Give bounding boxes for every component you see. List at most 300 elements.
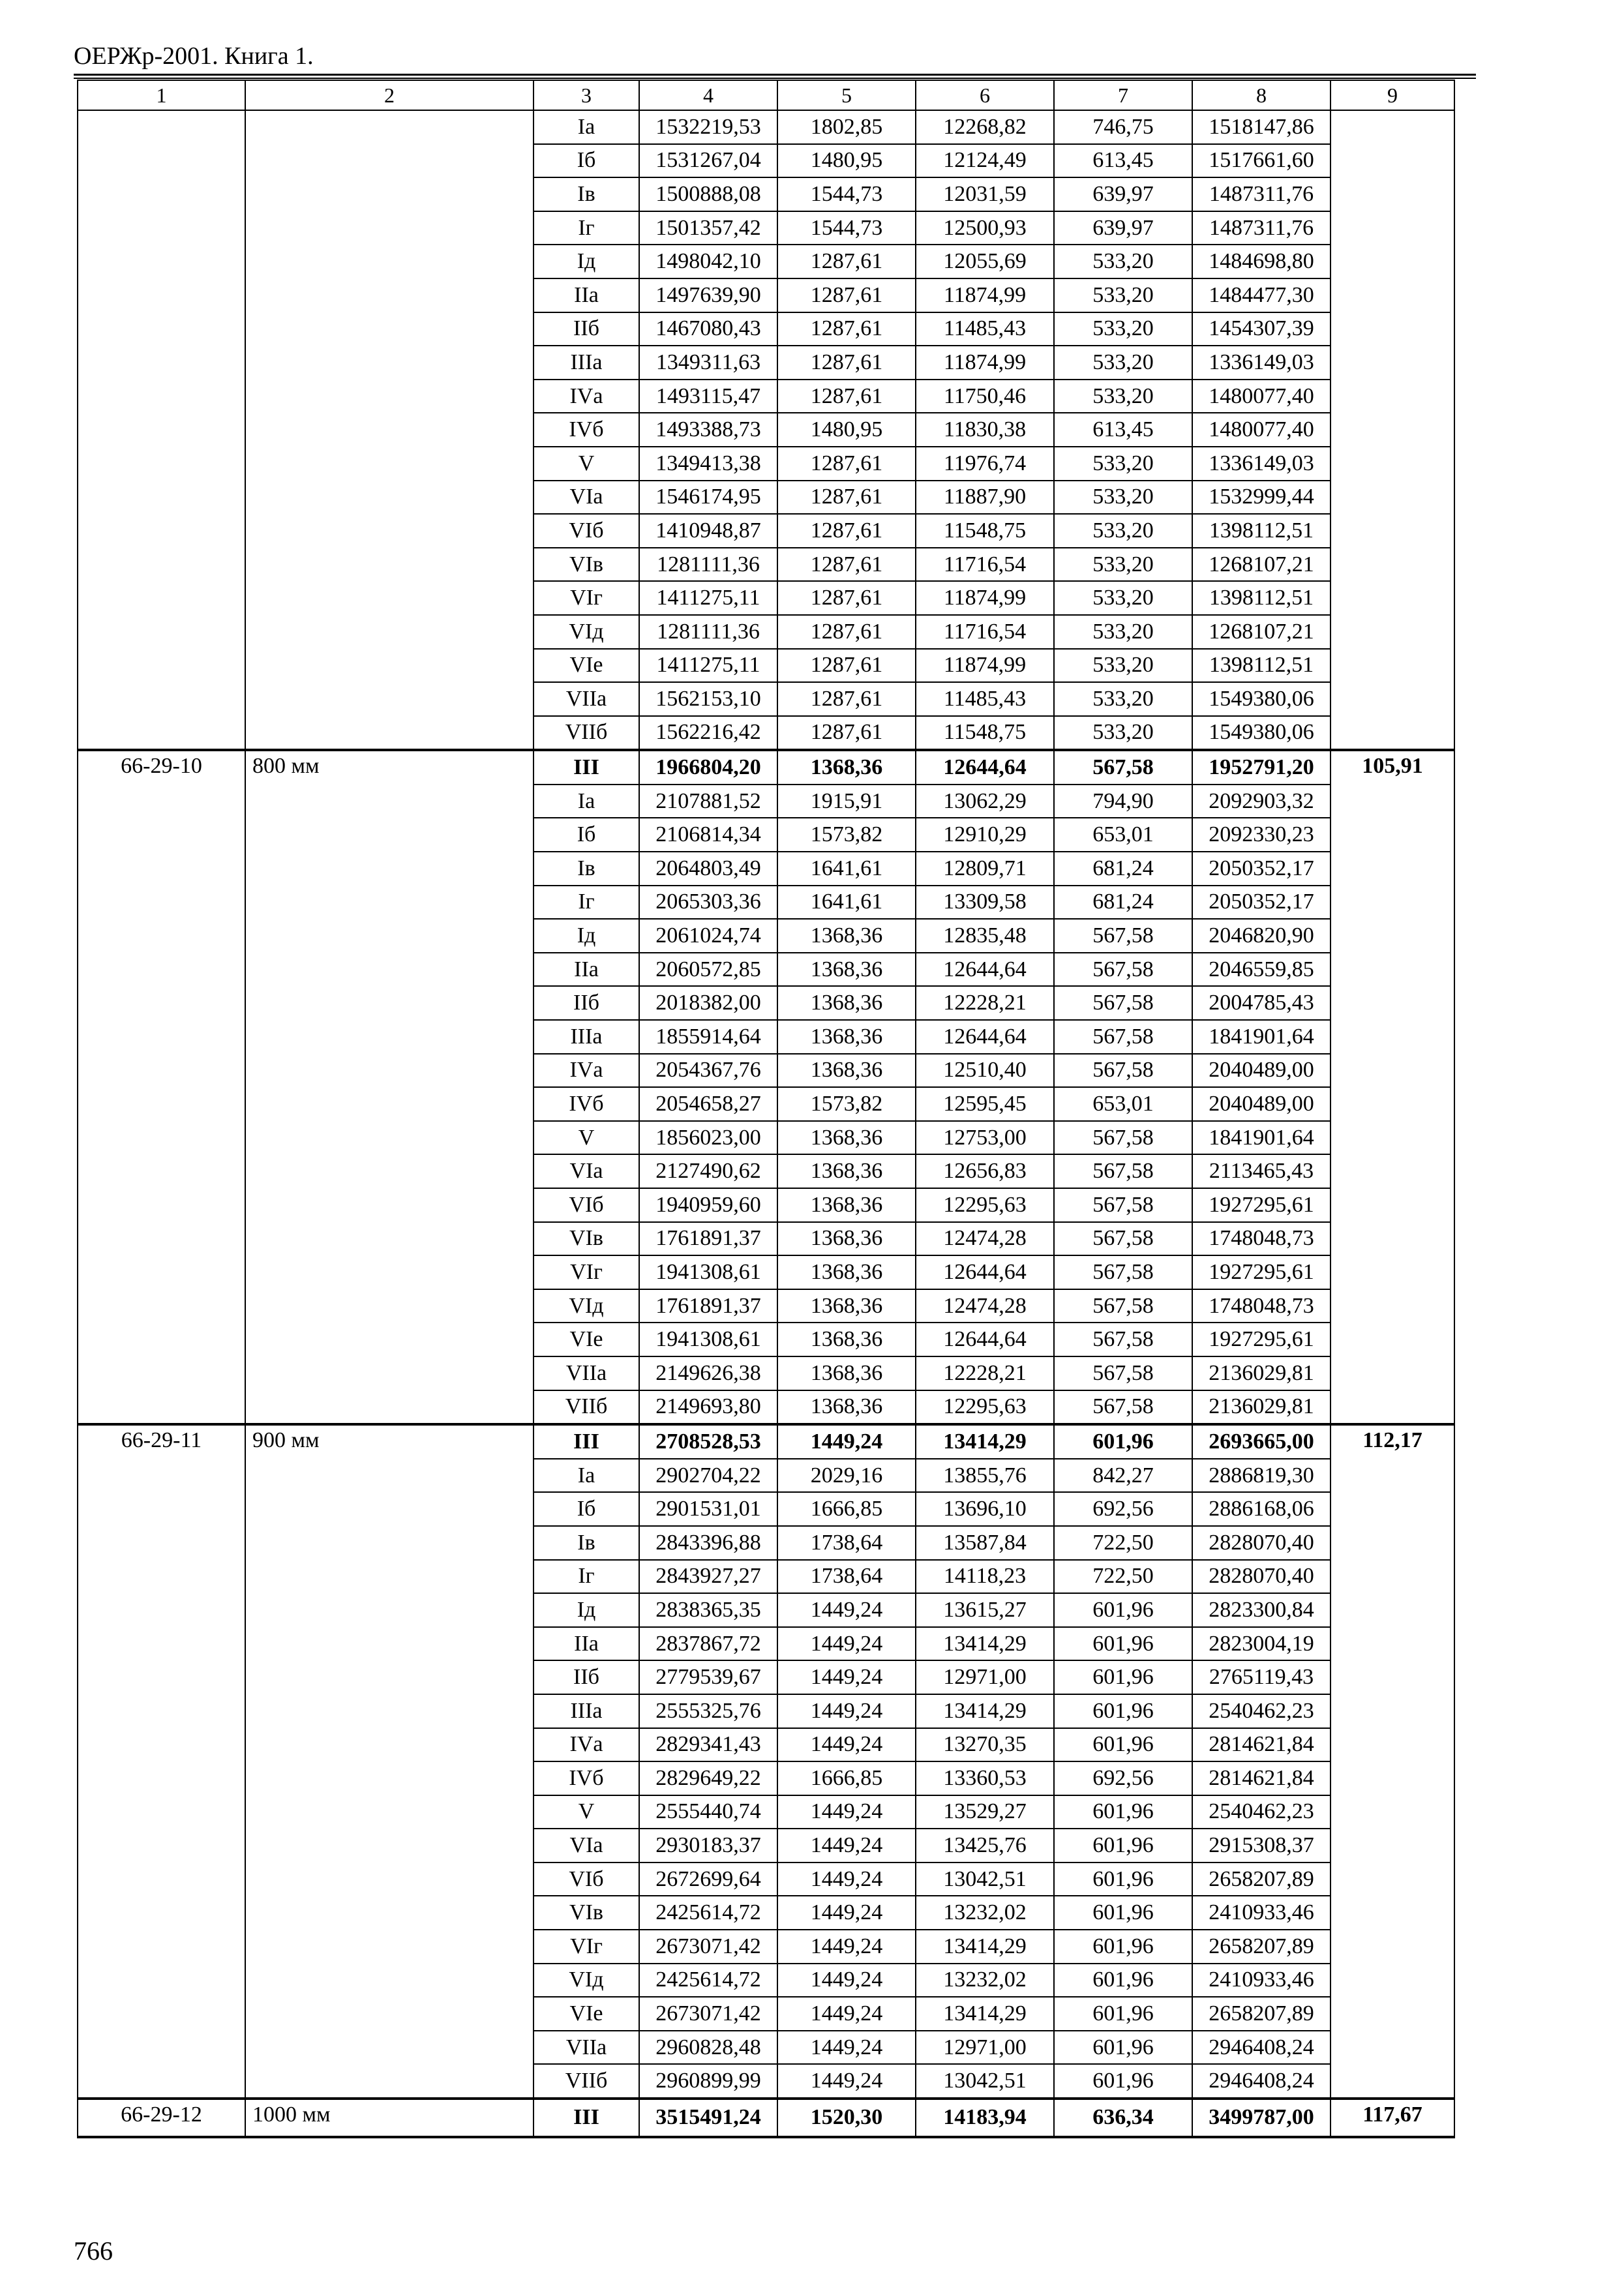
machines-cell: 13425,76 (916, 1829, 1054, 1863)
machines-cell: 13270,35 (916, 1728, 1054, 1762)
machines-cell: 13414,29 (916, 1930, 1054, 1964)
wages-cell: 1449,24 (777, 1694, 916, 1728)
machines-cell: 12644,64 (916, 1255, 1054, 1289)
variant-cell: Iб (534, 818, 639, 852)
index-cell: 105,91 (1331, 750, 1454, 1424)
materials-cell: 1532999,44 (1192, 481, 1331, 515)
machinists-wages-cell: 533,20 (1054, 548, 1192, 582)
machinists-wages-cell: 567,58 (1054, 1356, 1192, 1390)
position-code-cell (78, 110, 245, 750)
materials-cell: 1841901,64 (1192, 1121, 1331, 1155)
materials-cell: 2004785,43 (1192, 986, 1331, 1020)
total-cost-cell: 2425614,72 (639, 1964, 777, 1997)
machines-cell: 13232,02 (916, 1964, 1054, 1997)
variant-cell: VIг (534, 1930, 639, 1964)
machines-cell: 12910,29 (916, 818, 1054, 852)
wages-cell: 2029,16 (777, 1459, 916, 1493)
variant-cell: VIIа (534, 2031, 639, 2065)
machinists-wages-cell: 533,20 (1054, 649, 1192, 683)
machinists-wages-cell: 567,58 (1054, 1121, 1192, 1155)
machinists-wages-cell: 567,58 (1054, 1154, 1192, 1188)
variant-cell: VIа (534, 1154, 639, 1188)
machines-cell: 12510,40 (916, 1054, 1054, 1088)
total-cost-cell: 1531267,04 (639, 144, 777, 178)
machinists-wages-cell: 567,58 (1054, 1054, 1192, 1088)
variant-cell: IVа (534, 1728, 639, 1762)
total-cost-cell: 2838365,35 (639, 1593, 777, 1627)
materials-cell: 2828070,40 (1192, 1560, 1331, 1594)
wages-cell: 1368,36 (777, 986, 916, 1020)
total-cost-cell: 1493388,73 (639, 413, 777, 447)
total-cost-cell: 2064803,49 (639, 852, 777, 886)
wages-cell: 1520,30 (777, 2099, 916, 2137)
materials-cell: 2823300,84 (1192, 1593, 1331, 1627)
machines-cell: 13062,29 (916, 785, 1054, 818)
materials-cell: 1480077,40 (1192, 380, 1331, 413)
total-cost-cell: 2837867,72 (639, 1627, 777, 1661)
variant-cell: VIд (534, 1964, 639, 1997)
materials-cell: 2886819,30 (1192, 1459, 1331, 1493)
materials-cell: 2658207,89 (1192, 1863, 1331, 1896)
machines-cell: 12031,59 (916, 177, 1054, 211)
machines-cell: 11750,46 (916, 380, 1054, 413)
page-number: 766 (74, 2236, 113, 2266)
machines-cell: 12228,21 (916, 986, 1054, 1020)
materials-cell: 1398112,51 (1192, 514, 1331, 548)
wages-cell: 1449,24 (777, 1660, 916, 1694)
machines-cell: 12500,93 (916, 211, 1054, 245)
wages-cell: 1368,36 (777, 953, 916, 987)
machinists-wages-cell: 533,20 (1054, 346, 1192, 380)
machinists-wages-cell: 842,27 (1054, 1459, 1192, 1493)
materials-cell: 2050352,17 (1192, 852, 1331, 886)
page-header: ОЕРЖр-2001. Книга 1. (74, 42, 314, 70)
variant-cell: Iг (534, 1560, 639, 1594)
index-cell (1331, 110, 1454, 750)
variant-cell: Iб (534, 1492, 639, 1526)
wages-cell: 1287,61 (777, 514, 916, 548)
total-cost-cell: 2843927,27 (639, 1560, 777, 1594)
total-cost-cell: 1501357,42 (639, 211, 777, 245)
table-row-main (78, 750, 1454, 785)
machines-cell: 13414,29 (916, 1694, 1054, 1728)
machines-cell: 11485,43 (916, 682, 1054, 716)
column-number-1: 1 (78, 80, 245, 110)
wages-cell: 1573,82 (777, 818, 916, 852)
total-cost-cell: 2960899,99 (639, 2064, 777, 2099)
materials-cell: 2540462,23 (1192, 1795, 1331, 1829)
total-cost-cell: 1562153,10 (639, 682, 777, 716)
machinists-wages-cell: 639,97 (1054, 177, 1192, 211)
wages-cell: 1368,36 (777, 1222, 916, 1256)
wages-cell: 1368,36 (777, 1390, 916, 1425)
variant-cell: VIIб (534, 716, 639, 751)
column-number-5: 5 (777, 80, 916, 110)
machinists-wages-cell: 533,20 (1054, 716, 1192, 751)
wages-cell: 1449,24 (777, 1964, 916, 1997)
wages-cell: 1287,61 (777, 615, 916, 649)
machinists-wages-cell: 533,20 (1054, 278, 1192, 312)
total-cost-cell: 2060572,85 (639, 953, 777, 987)
machinists-wages-cell: 722,50 (1054, 1526, 1192, 1560)
machinists-wages-cell: 601,96 (1054, 1728, 1192, 1762)
total-cost-cell: 2106814,34 (639, 818, 777, 852)
machinists-wages-cell: 639,97 (1054, 211, 1192, 245)
materials-cell: 1336149,03 (1192, 447, 1331, 481)
variant-cell: IIIа (534, 346, 639, 380)
machines-cell: 11716,54 (916, 548, 1054, 582)
machinists-wages-cell: 601,96 (1054, 1424, 1192, 1459)
materials-cell: 1927295,61 (1192, 1188, 1331, 1222)
wages-cell: 1666,85 (777, 1761, 916, 1795)
machines-cell: 13414,29 (916, 1627, 1054, 1661)
column-number-row (78, 80, 1454, 110)
total-cost-cell: 1761891,37 (639, 1289, 777, 1323)
materials-cell: 2915308,37 (1192, 1829, 1331, 1863)
machines-cell: 11548,75 (916, 716, 1054, 751)
variant-cell: IVа (534, 1054, 639, 1088)
total-cost-cell: 2930183,37 (639, 1829, 777, 1863)
table-row-main (78, 2099, 1454, 2137)
machines-cell: 12124,49 (916, 144, 1054, 178)
total-cost-cell: 2829341,43 (639, 1728, 777, 1762)
total-cost-cell: 1855914,64 (639, 1020, 777, 1054)
total-cost-cell: 1467080,43 (639, 312, 777, 346)
header-rule (74, 74, 1476, 76)
materials-cell: 2410933,46 (1192, 1964, 1331, 1997)
machinists-wages-cell: 692,56 (1054, 1492, 1192, 1526)
total-cost-cell: 1411275,11 (639, 649, 777, 683)
variant-cell: VIв (534, 548, 639, 582)
total-cost-cell: 1761891,37 (639, 1222, 777, 1256)
machinists-wages-cell: 601,96 (1054, 1863, 1192, 1896)
variant-cell: Iг (534, 211, 639, 245)
machinists-wages-cell: 567,58 (1054, 1289, 1192, 1323)
wages-cell: 1449,24 (777, 1424, 916, 1459)
total-cost-cell: 2555440,74 (639, 1795, 777, 1829)
variant-cell: Iа (534, 1459, 639, 1493)
machines-cell: 13855,76 (916, 1459, 1054, 1493)
total-cost-cell: 1349413,38 (639, 447, 777, 481)
machines-cell: 11887,90 (916, 481, 1054, 515)
machinists-wages-cell: 613,45 (1054, 413, 1192, 447)
variant-cell: VIа (534, 1829, 639, 1863)
variant-cell: Iд (534, 919, 639, 953)
wages-cell: 1287,61 (777, 312, 916, 346)
total-cost-cell: 2673071,42 (639, 1997, 777, 2031)
machinists-wages-cell: 567,58 (1054, 953, 1192, 987)
machinists-wages-cell: 601,96 (1054, 1593, 1192, 1627)
machines-cell: 11716,54 (916, 615, 1054, 649)
variant-cell: Iа (534, 785, 639, 818)
wages-cell: 1666,85 (777, 1492, 916, 1526)
wages-cell: 1368,36 (777, 1121, 916, 1155)
materials-cell: 2765119,43 (1192, 1660, 1331, 1694)
machines-cell: 13414,29 (916, 1997, 1054, 2031)
machinists-wages-cell: 746,75 (1054, 110, 1192, 144)
variant-cell: VIв (534, 1222, 639, 1256)
total-cost-cell: 2843396,88 (639, 1526, 777, 1560)
variant-cell: IIа (534, 953, 639, 987)
variant-cell: Iв (534, 1526, 639, 1560)
machines-cell: 13529,27 (916, 1795, 1054, 1829)
total-cost-cell: 1411275,11 (639, 581, 777, 615)
variant-cell: VIIб (534, 2064, 639, 2099)
column-number-8: 8 (1192, 80, 1331, 110)
variant-cell: IIа (534, 278, 639, 312)
variant-cell: Iб (534, 144, 639, 178)
machines-cell: 13615,27 (916, 1593, 1054, 1627)
total-cost-cell: 2127490,62 (639, 1154, 777, 1188)
machines-cell: 12644,64 (916, 1020, 1054, 1054)
wages-cell: 1480,95 (777, 144, 916, 178)
machinists-wages-cell: 533,20 (1054, 581, 1192, 615)
materials-cell: 2886168,06 (1192, 1492, 1331, 1526)
variant-cell: IIа (534, 1627, 639, 1661)
materials-cell: 2946408,24 (1192, 2031, 1331, 2065)
wages-cell: 1449,24 (777, 1795, 916, 1829)
wages-cell: 1368,36 (777, 1289, 916, 1323)
variant-cell: VIд (534, 1289, 639, 1323)
wages-cell: 1287,61 (777, 346, 916, 380)
wages-cell: 1287,61 (777, 548, 916, 582)
materials-cell: 1398112,51 (1192, 581, 1331, 615)
total-cost-cell: 2149626,38 (639, 1356, 777, 1390)
materials-cell: 1517661,60 (1192, 144, 1331, 178)
machines-cell: 11874,99 (916, 649, 1054, 683)
machines-cell: 11874,99 (916, 346, 1054, 380)
machines-cell: 12295,63 (916, 1390, 1054, 1425)
machines-cell: 12809,71 (916, 852, 1054, 886)
position-name-cell: 900 мм (245, 1424, 534, 2099)
materials-cell: 1484698,80 (1192, 245, 1331, 278)
position-code-cell: 66-29-11 (78, 1424, 245, 2099)
machines-cell: 14118,23 (916, 1560, 1054, 1594)
total-cost-cell: 2425614,72 (639, 1896, 777, 1930)
table-row (78, 110, 1454, 144)
machinists-wages-cell: 533,20 (1054, 245, 1192, 278)
wages-cell: 1449,24 (777, 1829, 916, 1863)
variant-cell: V (534, 1795, 639, 1829)
machines-cell: 12971,00 (916, 1660, 1054, 1694)
machines-cell: 12644,64 (916, 750, 1054, 785)
machinists-wages-cell: 567,58 (1054, 1255, 1192, 1289)
column-number-4: 4 (639, 80, 777, 110)
machines-cell: 12971,00 (916, 2031, 1054, 2065)
variant-cell: V (534, 1121, 639, 1155)
wages-cell: 1368,36 (777, 919, 916, 953)
machinists-wages-cell: 601,96 (1054, 1930, 1192, 1964)
materials-cell: 2040489,00 (1192, 1087, 1331, 1121)
wages-cell: 1287,61 (777, 682, 916, 716)
wages-cell: 1573,82 (777, 1087, 916, 1121)
variant-cell: VIIа (534, 1356, 639, 1390)
total-cost-cell: 1500888,08 (639, 177, 777, 211)
total-cost-cell: 1856023,00 (639, 1121, 777, 1155)
machinists-wages-cell: 533,20 (1054, 514, 1192, 548)
machines-cell: 12656,83 (916, 1154, 1054, 1188)
machinists-wages-cell: 653,01 (1054, 818, 1192, 852)
wages-cell: 1480,95 (777, 413, 916, 447)
total-cost-cell: 2902704,22 (639, 1459, 777, 1493)
variant-cell: VIе (534, 1323, 639, 1356)
machinists-wages-cell: 567,58 (1054, 1323, 1192, 1356)
wages-cell: 1738,64 (777, 1560, 916, 1594)
machinists-wages-cell: 601,96 (1054, 1694, 1192, 1728)
machinists-wages-cell: 601,96 (1054, 1997, 1192, 2031)
machines-cell: 12228,21 (916, 1356, 1054, 1390)
wages-cell: 1802,85 (777, 110, 916, 144)
total-cost-cell: 1349311,63 (639, 346, 777, 380)
machinists-wages-cell: 613,45 (1054, 144, 1192, 178)
wages-cell: 1449,24 (777, 2064, 916, 2099)
machinists-wages-cell: 533,20 (1054, 682, 1192, 716)
wages-cell: 1641,61 (777, 852, 916, 886)
machinists-wages-cell: 601,96 (1054, 1896, 1192, 1930)
materials-cell: 2136029,81 (1192, 1390, 1331, 1425)
materials-cell: 2540462,23 (1192, 1694, 1331, 1728)
materials-cell: 2046820,90 (1192, 919, 1331, 953)
machinists-wages-cell: 567,58 (1054, 1020, 1192, 1054)
table-row-main (78, 1424, 1454, 1459)
materials-cell: 2946408,24 (1192, 2064, 1331, 2099)
materials-cell: 1480077,40 (1192, 413, 1331, 447)
wages-cell: 1449,24 (777, 1997, 916, 2031)
total-cost-cell: 1941308,61 (639, 1323, 777, 1356)
total-cost-cell: 2149693,80 (639, 1390, 777, 1425)
materials-cell: 1487311,76 (1192, 211, 1331, 245)
materials-cell: 1398112,51 (1192, 649, 1331, 683)
wages-cell: 1544,73 (777, 211, 916, 245)
total-cost-cell: 2708528,53 (639, 1424, 777, 1459)
total-cost-cell: 2555325,76 (639, 1694, 777, 1728)
wages-cell: 1287,61 (777, 380, 916, 413)
wages-cell: 1287,61 (777, 447, 916, 481)
variant-cell: III (534, 1424, 639, 1459)
wages-cell: 1449,24 (777, 1593, 916, 1627)
machinists-wages-cell: 681,24 (1054, 886, 1192, 920)
variant-cell: IIб (534, 986, 639, 1020)
machines-cell: 12474,28 (916, 1289, 1054, 1323)
total-cost-cell: 1281111,36 (639, 548, 777, 582)
wages-cell: 1449,24 (777, 1863, 916, 1896)
column-number-2: 2 (245, 80, 534, 110)
total-cost-cell: 2107881,52 (639, 785, 777, 818)
variant-cell: VIд (534, 615, 639, 649)
machinists-wages-cell: 601,96 (1054, 1829, 1192, 1863)
materials-cell: 2040489,00 (1192, 1054, 1331, 1088)
machines-cell: 11874,99 (916, 278, 1054, 312)
materials-cell: 2693665,00 (1192, 1424, 1331, 1459)
machinists-wages-cell: 794,90 (1054, 785, 1192, 818)
wages-cell: 1368,36 (777, 1020, 916, 1054)
wages-cell: 1368,36 (777, 1356, 916, 1390)
materials-cell: 1487311,76 (1192, 177, 1331, 211)
total-cost-cell: 1410948,87 (639, 514, 777, 548)
wages-cell: 1287,61 (777, 716, 916, 751)
wages-cell: 1368,36 (777, 1323, 916, 1356)
machinists-wages-cell: 567,58 (1054, 1188, 1192, 1222)
machinists-wages-cell: 601,96 (1054, 1627, 1192, 1661)
machines-cell: 11976,74 (916, 447, 1054, 481)
variant-cell: Iа (534, 110, 639, 144)
materials-cell: 2092903,32 (1192, 785, 1331, 818)
variant-cell: VIб (534, 1863, 639, 1896)
materials-cell: 1952791,20 (1192, 750, 1331, 785)
machines-cell: 12595,45 (916, 1087, 1054, 1121)
machinists-wages-cell: 636,34 (1054, 2099, 1192, 2137)
wages-cell: 1449,24 (777, 1930, 916, 1964)
materials-cell: 1748048,73 (1192, 1222, 1331, 1256)
machines-cell: 13309,58 (916, 886, 1054, 920)
total-cost-cell: 1546174,95 (639, 481, 777, 515)
wages-cell: 1368,36 (777, 1154, 916, 1188)
wages-cell: 1544,73 (777, 177, 916, 211)
index-cell: 117,67 (1331, 2099, 1454, 2137)
variant-cell: IVб (534, 1087, 639, 1121)
total-cost-cell: 1940959,60 (639, 1188, 777, 1222)
total-cost-cell: 2901531,01 (639, 1492, 777, 1526)
column-number-7: 7 (1054, 80, 1192, 110)
total-cost-cell: 1281111,36 (639, 615, 777, 649)
variant-cell: VIб (534, 1188, 639, 1222)
position-code-cell: 66-29-10 (78, 750, 245, 1424)
total-cost-cell: 2672699,64 (639, 1863, 777, 1896)
total-cost-cell: 2673071,42 (639, 1930, 777, 1964)
machines-cell: 12644,64 (916, 953, 1054, 987)
variant-cell: VIб (534, 514, 639, 548)
header-rule-thin (74, 78, 1476, 79)
materials-cell: 2050352,17 (1192, 886, 1331, 920)
total-cost-cell: 1941308,61 (639, 1255, 777, 1289)
machinists-wages-cell: 601,96 (1054, 1660, 1192, 1694)
machines-cell: 12835,48 (916, 919, 1054, 953)
total-cost-cell: 2054658,27 (639, 1087, 777, 1121)
wages-cell: 1368,36 (777, 1054, 916, 1088)
wages-cell: 1368,36 (777, 1188, 916, 1222)
machines-cell: 11485,43 (916, 312, 1054, 346)
machinists-wages-cell: 533,20 (1054, 380, 1192, 413)
total-cost-cell: 1562216,42 (639, 716, 777, 751)
machinists-wages-cell: 601,96 (1054, 1964, 1192, 1997)
machinists-wages-cell: 567,58 (1054, 750, 1192, 785)
machinists-wages-cell: 533,20 (1054, 481, 1192, 515)
variant-cell: VIг (534, 581, 639, 615)
wages-cell: 1449,24 (777, 1896, 916, 1930)
variant-cell: IVб (534, 1761, 639, 1795)
variant-cell: V (534, 447, 639, 481)
machines-cell: 12644,64 (916, 1323, 1054, 1356)
materials-cell: 2092330,23 (1192, 818, 1331, 852)
position-code-cell: 66-29-12 (78, 2099, 245, 2137)
total-cost-cell: 2054367,76 (639, 1054, 777, 1088)
wages-cell: 1641,61 (777, 886, 916, 920)
variant-cell: VIIа (534, 682, 639, 716)
variant-cell: VIа (534, 481, 639, 515)
materials-cell: 1484477,30 (1192, 278, 1331, 312)
variant-cell: VIг (534, 1255, 639, 1289)
total-cost-cell: 1966804,20 (639, 750, 777, 785)
machinists-wages-cell: 567,58 (1054, 919, 1192, 953)
variant-cell: Iд (534, 245, 639, 278)
column-number-3: 3 (534, 80, 639, 110)
variant-cell: IIIа (534, 1694, 639, 1728)
machinists-wages-cell: 681,24 (1054, 852, 1192, 886)
machines-cell: 12295,63 (916, 1188, 1054, 1222)
machines-cell: 13414,29 (916, 1424, 1054, 1459)
variant-cell: IIб (534, 312, 639, 346)
wages-cell: 1287,61 (777, 245, 916, 278)
